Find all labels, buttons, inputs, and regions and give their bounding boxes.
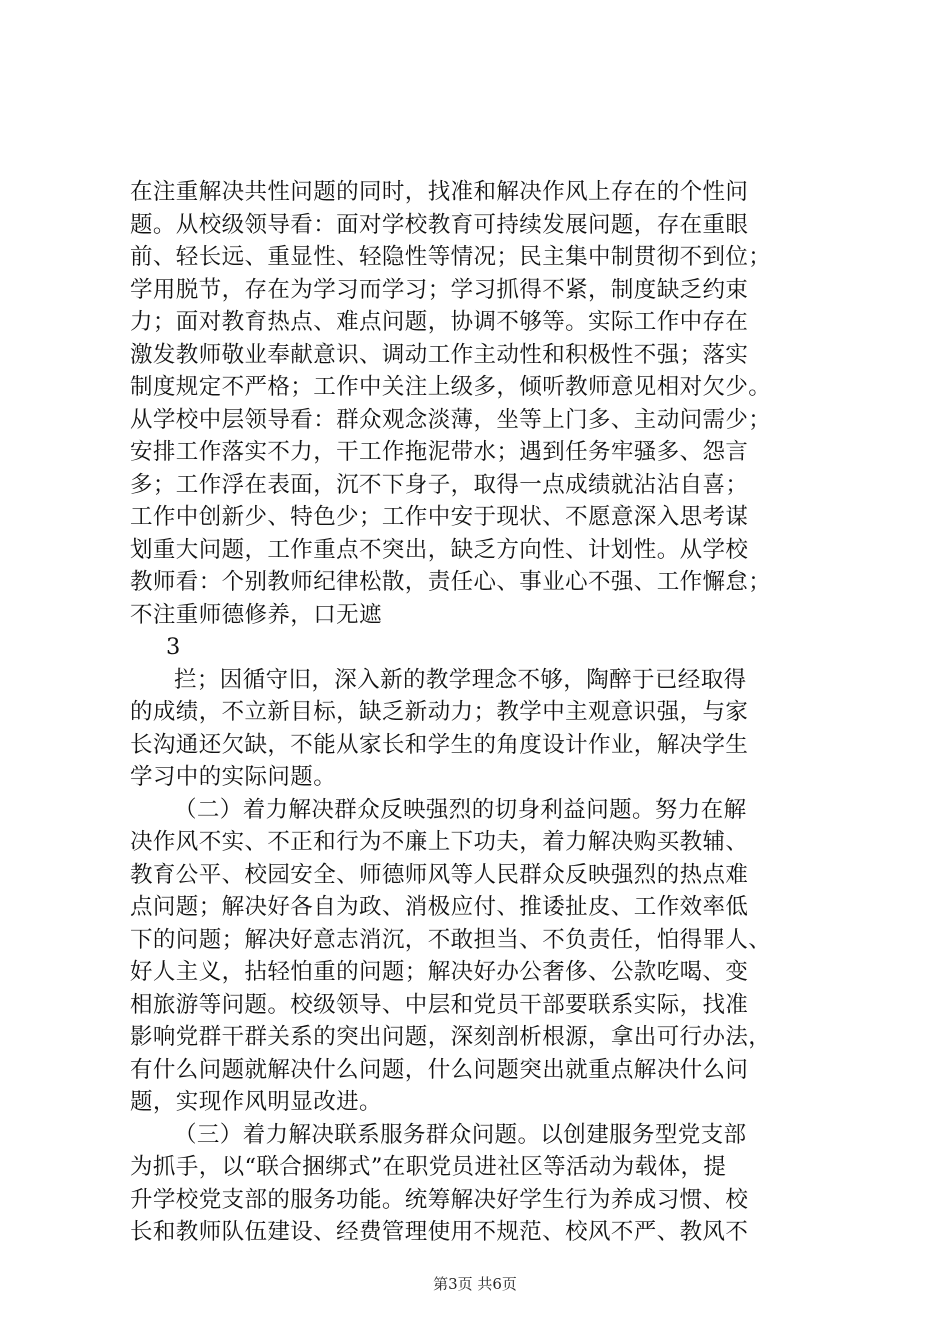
text-line: 教育公平、校园安全、师德师风等人民群众反映强烈的热点难 <box>130 861 749 888</box>
text-line: 学用脱节，存在为学习而学习；学习抓得不紧，制度缺乏约束 <box>130 276 749 303</box>
text-line: 决作风不实、不正和行为不廉上下功夫，着力解决购买教辅、 <box>130 829 749 855</box>
text-line: 不注重师德修养，口无遮 <box>130 601 382 628</box>
text-line: 从学校中层领导看：群众观念淡薄，坐等上门多、主动问需少； <box>130 406 772 433</box>
text-line: 点问题；解决好各自为政、消极应付、推诿扯皮、工作效率低 <box>130 894 749 920</box>
text-line: 的成绩，不立新目标，缺乏新动力；教学中主观意识强，与家 <box>130 699 749 725</box>
text-line: （三）着力解决联系服务群众问题。以创建服务型党支部 <box>174 1121 747 1148</box>
page-footer: 第3页 共6页 <box>433 1275 517 1293</box>
text-line: 好人主义，拈轻怕重的问题；解决好办公奢侈、公款吃喝、变 <box>130 959 749 985</box>
text-line: 制度规定不严格；工作中关注上级多，倾听教师意见相对欠少。 <box>130 374 772 400</box>
text-line: 工作中创新少、特色少；工作中安于现状、不愿意深入思考谋 <box>130 504 749 530</box>
text-line: 力；面对教育热点、难点问题，协调不够等。实际工作中存在 <box>130 309 749 335</box>
text-line: 相旅游等问题。校级领导、中层和党员干部要联系实际，找准 <box>130 991 749 1018</box>
paragraph-after-marker <box>130 664 830 794</box>
text-line: 前、轻长远、重显性、轻隐性等情况；民主集中制贯彻不到位； <box>130 244 772 270</box>
paragraph-section-two <box>130 794 830 1119</box>
text-line: （二）着力解决群众反映强烈的切身利益问题。努力在解 <box>174 796 747 823</box>
text-line: 划重大问题，工作重点不突出，缺乏方向性、计划性。从学校 <box>130 536 749 563</box>
document-body <box>130 176 830 1249</box>
paragraph-continuation <box>130 176 830 631</box>
text-line: 下的问题；解决好意志消沉，不敢担当、不负责任，怕得罪人、 <box>130 926 772 953</box>
text-line: 安排工作落实不力，干工作拖泥带水；遇到任务牢骚多、怨言 <box>130 439 749 465</box>
text-line: 学习中的实际问题。 <box>130 764 337 790</box>
text-line: 题，实现作风明显改进。 <box>130 1089 382 1115</box>
text-line: 拦；因循守旧，深入新的教学理念不够，陶醉于已经取得 <box>174 666 747 693</box>
text-line: 教师看：个别教师纪律松散，责任心、事业心不强、工作懈怠； <box>130 569 772 595</box>
text-line: 有什么问题就解决什么问题，什么问题突出就重点解决什么问 <box>130 1056 749 1083</box>
paragraph-section-three <box>130 1119 830 1249</box>
text-line: 激发教师敬业奉献意识、调动工作主动性和积极性不强；落实 <box>130 341 749 368</box>
text-line: 影响党群干群关系的突出问题，深刻剖析根源，拿出可行办法， <box>130 1024 772 1050</box>
text-line: 多；工作浮在表面，沉不下身子，取得一点成绩就沾沾自喜； <box>130 471 749 498</box>
text-line: 题。从校级领导看：面对学校教育可持续发展问题，存在重眼 <box>130 211 749 238</box>
text-line: 长沟通还欠缺，不能从家长和学生的角度设计作业，解决学生 <box>130 731 749 758</box>
page-marker: 3 <box>166 634 181 660</box>
text-line: 长和教师队伍建设、经费管理使用不规范、校风不严、教风不 <box>130 1219 749 1245</box>
text-line: 为抓手，以“联合捆绑式”在职党员进社区等活动为载体，提 <box>130 1154 727 1180</box>
text-line: 升学校党支部的服务功能。统筹解决好学生行为养成习惯、校 <box>130 1186 749 1213</box>
text-line: 在注重解决共性问题的同时，找准和解决作风上存在的个性问 <box>130 179 749 205</box>
